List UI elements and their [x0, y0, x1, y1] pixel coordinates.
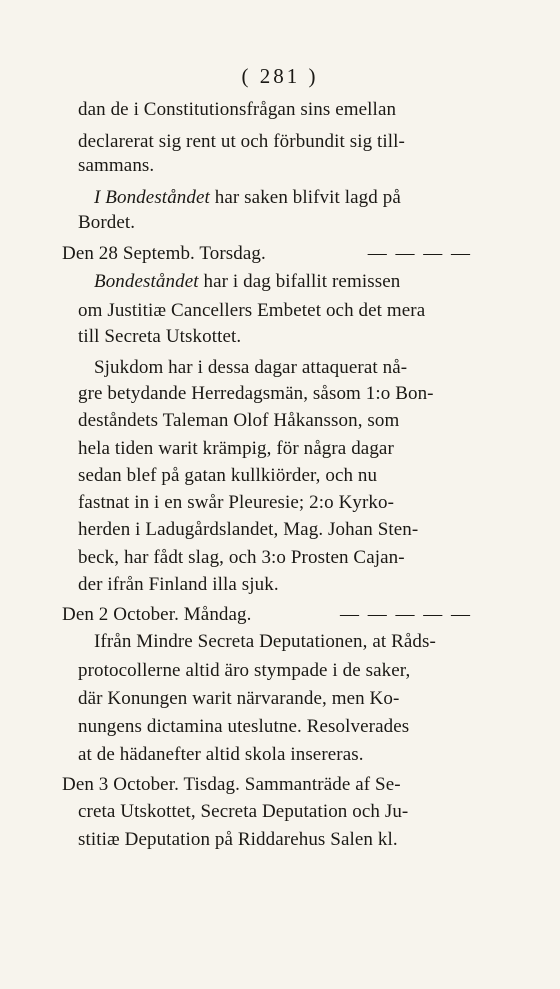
- line-text: stitiæ Deputation på Riddarehus Salen kl.: [78, 829, 398, 850]
- text-line-1: [78, 98, 472, 122]
- line-text: der ifrån Finland illa sjuk.: [78, 574, 279, 595]
- chamber-name: Bondeståndet: [94, 271, 199, 292]
- text-line-14: [78, 464, 377, 488]
- line-text: creta Utskottet, Secreta Deputation och Ju-: [78, 801, 409, 822]
- text-line-22: [78, 687, 399, 711]
- text-line-3: [78, 154, 154, 178]
- text-line-26: [78, 800, 408, 824]
- text-line-11: [78, 382, 434, 406]
- text-line-10: [94, 356, 407, 380]
- text-line-18: [78, 573, 279, 597]
- text-line-13: [78, 437, 394, 461]
- line-text: herden i Ladugårdslandet, Mag. Johan Sten-: [78, 519, 419, 540]
- line-text: till Secreta Utskottet.: [78, 326, 242, 347]
- line-text: beck, har fådt slag, och 3:o Prosten Cajan-: [78, 547, 405, 568]
- text-line-20: [94, 630, 436, 654]
- text-line-24: [78, 743, 364, 767]
- line-text: fastnat in i en swår Pleuresie; 2:o Kyrko-: [78, 492, 395, 513]
- line-text: Sjukdom har i dessa dagar attaquerat nå-: [94, 357, 408, 378]
- page-number: ( 281 ): [241, 64, 319, 88]
- line-text: Den 3 October. Tisdag. Sammanträde af Se-: [62, 774, 401, 795]
- line-text: har i dag bifallit remissen: [198, 271, 401, 292]
- line-text: nungens dictamina uteslutne. Resolverades: [78, 716, 410, 737]
- line-text: at de hädanefter altid skola insereras.: [78, 744, 364, 765]
- text-line-27: [78, 828, 398, 852]
- line-text: deståndets Taleman Olof Håkansson, som: [78, 410, 400, 431]
- date-text: Den 2 October. Måndag.: [62, 604, 252, 625]
- line-text: declarerat sig rent ut och förbundit sig till-: [78, 131, 405, 152]
- text-line-21: [78, 659, 410, 683]
- line-text: gre betydande Herredagsmän, såsom 1:o Bon-: [78, 383, 434, 404]
- date-heading-28-sept: [62, 242, 472, 266]
- date-heading-3-oct: [62, 773, 401, 797]
- line-text: sammans.: [78, 155, 155, 176]
- dash-rule: — — — —: [367, 243, 472, 264]
- text-line-7: [94, 270, 400, 294]
- text-line-16: [78, 518, 418, 542]
- line-text: hela tiden warit krämpig, för några dagar: [78, 438, 394, 459]
- text-line-4: [94, 186, 472, 210]
- text-line-23: [78, 715, 409, 739]
- line-text: Ifrån Mindre Secreta Deputationen, at Råds-: [94, 631, 436, 652]
- line-text: Bordet.: [78, 212, 136, 233]
- line-text: protocollerne altid äro stympade i de saker,: [78, 660, 411, 681]
- date-heading-2-oct: [62, 603, 472, 627]
- chamber-name: I Bondeståndet: [94, 187, 210, 208]
- text-line-9: [78, 325, 241, 349]
- text-line-12: [78, 409, 399, 433]
- text-line-15: [78, 491, 394, 515]
- text-line-17: [78, 546, 405, 570]
- dash-rule: — — — — —: [340, 604, 472, 625]
- line-text: där Konungen warit närvarande, men Ko-: [78, 688, 400, 709]
- line-text: sedan blef på gatan kullkiörder, och nu: [78, 465, 378, 486]
- text-line-8: [78, 299, 425, 323]
- line-text: om Justitiæ Cancellers Embetet och det mera: [78, 300, 426, 321]
- line-text: dan de i Constitutionsfrågan sins emellan: [78, 99, 397, 120]
- line-text: har saken blifvit lagd på: [209, 187, 401, 208]
- text-line-2: [78, 130, 472, 154]
- text-line-5: [78, 211, 135, 235]
- date-text: Den 28 Septemb. Torsdag.: [62, 243, 266, 264]
